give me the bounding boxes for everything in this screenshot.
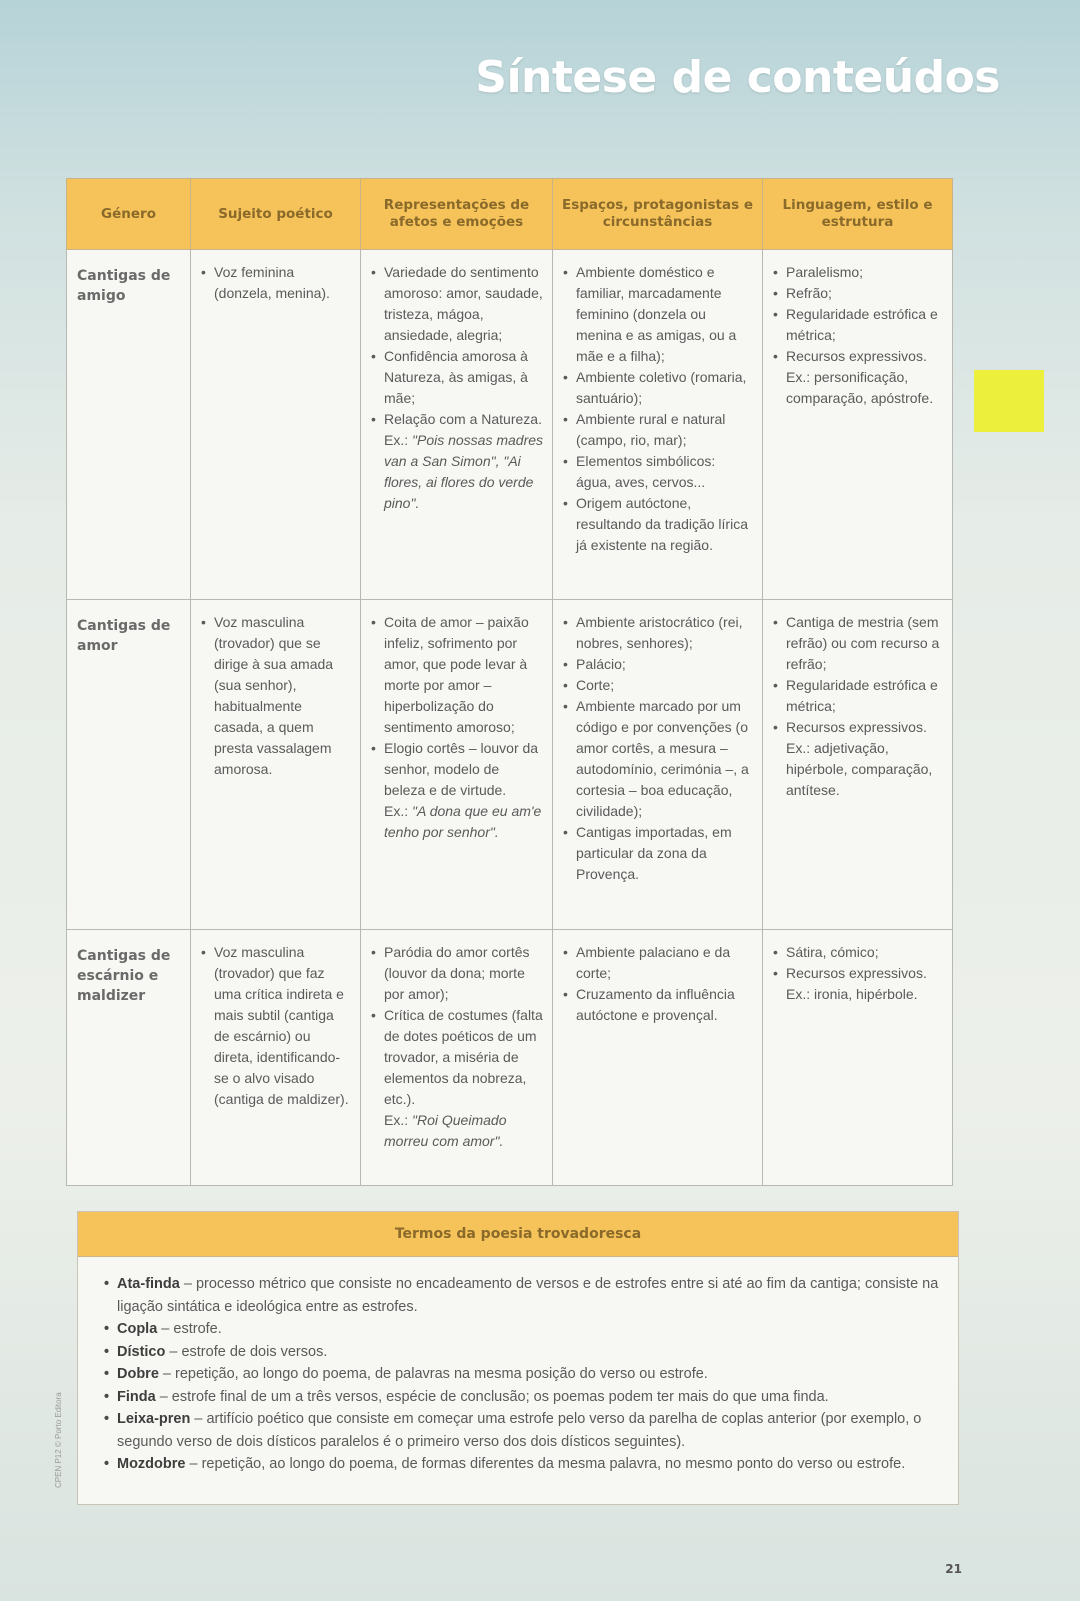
list-item: • Ambiente rural e natural (campo, rio, mar);	[563, 409, 754, 451]
sticky-note	[974, 370, 1044, 432]
col-header-sujeito: Sujeito poético	[191, 179, 361, 250]
espacos-cell	[553, 600, 763, 930]
list-item: • Paralelismo;	[773, 262, 944, 283]
table-header-row	[67, 179, 953, 250]
list-item	[371, 1005, 544, 1152]
term-item	[104, 1341, 940, 1364]
example-label: Ex.:	[384, 803, 409, 819]
list-item-text: Relação com a Natureza.	[384, 411, 542, 427]
term-item	[104, 1318, 940, 1341]
example-block	[384, 430, 544, 514]
list-item-text: Recursos expressivos.	[786, 348, 927, 364]
example-block	[384, 1110, 544, 1152]
example-text: Ex.: adjetivação, hipérbole, comparação, antítese.	[786, 740, 933, 798]
term-name: Dístico	[117, 1343, 166, 1360]
sujeito-cell	[191, 930, 361, 1186]
table-row	[67, 930, 953, 1186]
list-item: • Confidência amorosa à Natureza, às amigas, à mãe;	[371, 346, 544, 409]
col-header-genero: Género	[67, 179, 191, 250]
list-item-text: Elogio cortês – louvor da senhor, modelo de beleza e de virtude.	[384, 740, 539, 798]
linguagem-cell	[763, 930, 953, 1186]
list-item: • Voz masculina (trovador) que se dirige à sua amada (sua senhor), habitualmente casada, a quem presta vassalagem amorosa.	[201, 612, 352, 780]
list-item: • Elementos simbólicos: água, aves, cervos...	[563, 451, 754, 493]
copyright-note: CPEN P12 © Porto Editora	[54, 1392, 63, 1488]
term-item	[104, 1363, 940, 1386]
afetos-cell	[361, 600, 553, 930]
list-item: • Voz masculina (trovador) que faz uma crítica indireta e mais subtil (cantiga de escárnio) ou direta, identificando-se o alvo visado (cantiga de maldizer).	[201, 942, 352, 1110]
example-quote: "A dona que eu am'e tenho por senhor".	[384, 803, 542, 840]
list-item: • Voz feminina (donzela, menina).	[201, 262, 352, 304]
afetos-cell	[361, 930, 553, 1186]
table-row	[67, 600, 953, 930]
terms-title: Termos da poesia trovadoresca	[78, 1212, 958, 1257]
term-definition: – repetição, ao longo do poema, de palavras na mesma posição do verso ou estrofe.	[158, 1366, 708, 1382]
espacos-cell	[553, 250, 763, 600]
col-header-linguagem: Linguagem, estilo e estrutura	[763, 179, 953, 250]
list-item: • Cantigas importadas, em particular da zona da Provença.	[563, 822, 754, 885]
term-definition: – processo métrico que consiste no encadeamento de versos e de estrofes entre si até ao fim da cantiga; consiste na ligação sintática e ideológica entre as estrofes.	[117, 1276, 939, 1315]
example-label: Ex.:	[384, 1112, 409, 1128]
example-quote: "Ai flores, ai flores do verde pino".	[384, 453, 534, 511]
term-item	[104, 1386, 940, 1409]
list-item: • Coita de amor – paixão infeliz, sofrimento por amor, que pode levar à morte por amor – hiperbolização do sentimento amoroso;	[371, 612, 544, 738]
list-item-text: Recursos expressivos.	[786, 965, 927, 981]
term-name: Finda	[117, 1388, 156, 1405]
list-item	[371, 409, 544, 514]
list-item: • Cantiga de mestria (sem refrão) ou com recurso a refrão;	[773, 612, 944, 675]
col-header-espacos: Espaços, protagonistas e circunstâncias	[553, 179, 763, 250]
list-item-text: Crítica de costumes (falta de dotes poéticos de um trovador, a miséria de elementos da nobreza, etc.).	[384, 1007, 543, 1107]
term-item	[104, 1273, 940, 1318]
term-definition: – estrofe final de um a três versos, espécie de conclusão; os poemas podem ter mais do que uma finda.	[155, 1388, 829, 1405]
page-title: Síntese de conteúdos	[475, 52, 1000, 103]
list-item: • Ambiente marcado por um código e por convenções (o amor cortês, a mesura – autodomínio, cerimónia –, a cortesia – boa educação, civilidade);	[563, 696, 754, 822]
list-item: • Corte;	[563, 675, 754, 696]
list-item: • Origem autóctone, resultando da tradição lírica já existente na região.	[563, 493, 754, 556]
term-item	[104, 1408, 940, 1453]
term-definition: – artifício poético que consiste em começar uma estrofe pelo verso da parelha de coplas anterior (por exemplo, o segundo verso de dois dísticos paralelos é o primeiro verso dos dois dísticos seguintes).	[117, 1411, 922, 1450]
example-text: Ex.: ironia, hipérbole.	[786, 986, 918, 1002]
example-block	[384, 801, 544, 843]
page-number: 21	[945, 1562, 962, 1576]
col-header-afetos: Representações de afetos e emoções	[361, 179, 553, 250]
list-item: • Regularidade estrófica e métrica;	[773, 304, 944, 346]
genre-cell: Cantigas de escárnio e maldizer	[67, 930, 191, 1186]
list-item	[773, 717, 944, 801]
term-name: Dobre	[117, 1366, 159, 1382]
list-item	[371, 738, 544, 843]
list-item: • Regularidade estrófica e métrica;	[773, 675, 944, 717]
term-name: Mozdobre	[117, 1456, 186, 1472]
list-item: • Palácio;	[563, 654, 754, 675]
list-item-text: Recursos expressivos.	[786, 719, 927, 735]
list-item: • Ambiente doméstico e familiar, marcadamente feminino (donzela ou menina e as amigas, ou a mãe e a filha);	[563, 262, 754, 367]
list-item: • Ambiente palaciano e da corte;	[563, 942, 754, 984]
linguagem-cell	[763, 250, 953, 600]
list-item: • Ambiente coletivo (romaria, santuário);	[563, 367, 754, 409]
term-definition: – estrofe.	[157, 1321, 222, 1337]
example-label: Ex.:	[384, 432, 409, 448]
list-item: • Paródia do amor cortês (louvor da dona; morte por amor);	[371, 942, 544, 1005]
sujeito-cell	[191, 250, 361, 600]
list-item	[773, 963, 944, 1005]
example-text: Ex.: personificação, comparação, apóstrofe.	[786, 369, 934, 406]
example-quote: "Pois nossas madres van a San Simon",	[384, 432, 544, 469]
terms-box	[77, 1211, 959, 1505]
list-item: • Cruzamento da influência autóctone e provençal.	[563, 984, 754, 1026]
list-item: • Sátira, cómico;	[773, 942, 944, 963]
list-item: • Ambiente aristocrático (rei, nobres, senhores);	[563, 612, 754, 654]
list-item: • Refrão;	[773, 283, 944, 304]
term-definition: – estrofe de dois versos.	[165, 1343, 328, 1360]
espacos-cell	[553, 930, 763, 1186]
list-item	[773, 346, 944, 409]
term-item	[104, 1453, 940, 1476]
term-name: Copla	[117, 1321, 158, 1337]
term-name: Leixa-pren	[117, 1411, 191, 1427]
term-definition: – repetição, ao longo do poema, de formas diferentes da mesma palavra, no mesmo ponto do verso ou estrofe.	[185, 1456, 906, 1472]
linguagem-cell	[763, 600, 953, 930]
list-item: • Variedade do sentimento amoroso: amor, saudade, tristeza, mágoa, ansiedade, alegria;	[371, 262, 544, 346]
term-name: Ata-finda	[117, 1276, 180, 1292]
sujeito-cell	[191, 600, 361, 930]
afetos-cell	[361, 250, 553, 600]
genre-cell: Cantigas de amor	[67, 600, 191, 930]
terms-list	[78, 1257, 958, 1476]
synthesis-table	[66, 178, 953, 1186]
table-row	[67, 250, 953, 600]
example-quote: "Roi Queimado morreu com amor".	[384, 1112, 507, 1149]
genre-cell: Cantigas de amigo	[67, 250, 191, 600]
